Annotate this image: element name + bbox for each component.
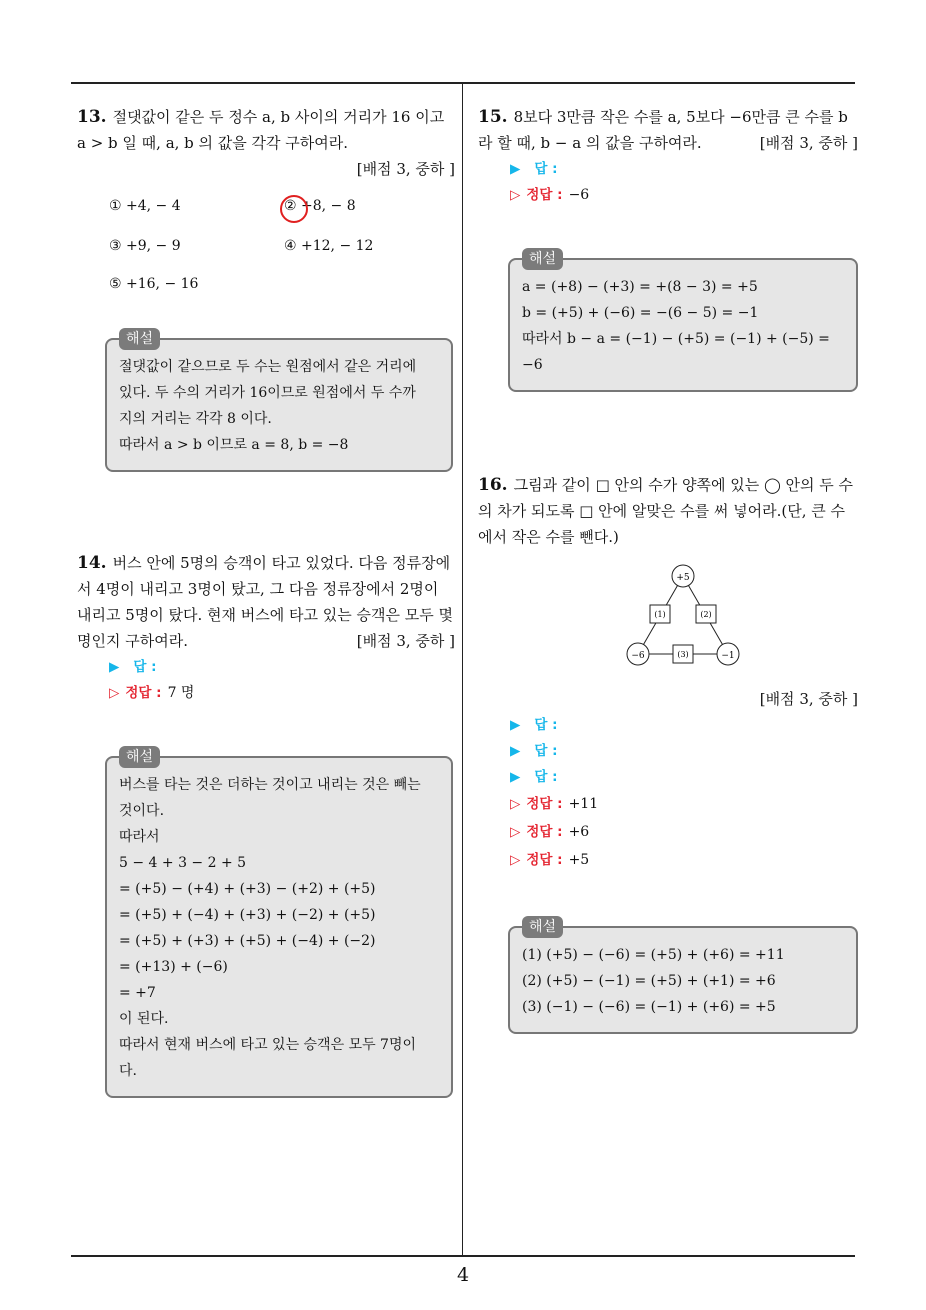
solution-line: = +7	[119, 985, 156, 1001]
solution-line: (2) (+5) − (−1) = (+5) + (+1) = +6	[522, 973, 776, 989]
question-16-meta: [배점 3, 중하 ]	[759, 690, 858, 708]
answer-blank[interactable]: ▶ 답 :	[109, 659, 157, 675]
question-14-solution	[105, 749, 453, 1098]
question-14-body: 버스 안에 5명의 승객이 타고 있었다. 다음 정류장에서 4명이 내리고 3명이 탔고, 그 다음 정류장에서 2명이 내리고 5명이 탔다. 현재 버스에 타고 있는 승객은 모두 몇 명인지 구하여라.	[77, 554, 454, 650]
solution-tag: 해설	[522, 916, 563, 938]
question-15	[478, 104, 858, 392]
question-16	[478, 472, 858, 1034]
question-13-text	[77, 104, 455, 156]
solution-line: = (+5) + (−4) + (+3) + (−2) + (+5)	[119, 907, 376, 923]
solution-line: b = (+5) + (−6) = −(6 − 5) = −1	[522, 305, 759, 321]
right-column	[478, 104, 858, 1034]
solution-line: 다.	[119, 1063, 137, 1079]
question-14-meta: [배점 3, 중하 ]	[356, 632, 455, 650]
correct-answer: ▷ 정답 : 7 명	[109, 685, 195, 701]
page-number: 4	[456, 1264, 470, 1286]
answer-blank[interactable]: ▶ 답 :	[510, 743, 558, 759]
box-2-label: (2)	[700, 610, 712, 619]
answer-blank[interactable]: ▶ 답 :	[510, 769, 558, 785]
box-3-label: (3)	[677, 650, 689, 659]
question-16-body: 그림과 같이 □ 안의 수가 양쪽에 있는 ◯ 안의 두 수의 차가 되도록 □ 안에 알맞은 수를 써 넣어라.(단, 큰 수에서 작은 수를 뺀다.)	[478, 476, 854, 546]
solution-line: 따라서	[119, 829, 160, 845]
choice-4[interactable]: ④ +12, − 12	[284, 238, 374, 254]
solution-line: = (+13) + (−6)	[119, 959, 228, 975]
solution-line: 지의 거리는 각각 8 이다.	[119, 411, 272, 427]
solution-tag: 해설	[119, 328, 160, 350]
choice-2[interactable]: ② +8, − 8	[284, 198, 356, 214]
correct-answer: ▷ 정답 : +11	[510, 796, 599, 812]
choice-5[interactable]: ⑤ +16, − 16	[109, 276, 199, 292]
question-15-number: 15.	[478, 107, 508, 127]
question-14	[77, 550, 455, 1098]
solution-line: 절댓값이 같으므로 두 수는 원점에서 같은 거리에	[119, 359, 417, 375]
bottom-rule	[71, 1255, 855, 1257]
question-16-solution	[508, 919, 858, 1034]
question-16-number: 16.	[478, 475, 508, 495]
solution-line: a = (+8) − (+3) = +(8 − 3) = +5	[522, 279, 758, 295]
question-13-body: 절댓값이 같은 두 정수 a, b 사이의 거리가 16 이고 a > b 일 때, a, b 의 값을 각각 구하여라.	[77, 108, 445, 152]
solution-tag: 해설	[522, 248, 563, 270]
question-13	[77, 104, 455, 472]
choice-1[interactable]: ① +4, − 4	[109, 198, 181, 214]
circle-right-value: −1	[721, 651, 735, 661]
circle-top-value: +5	[676, 573, 690, 583]
question-13-choices	[77, 194, 455, 314]
box-1-label: (1)	[654, 610, 666, 619]
solution-line: 따라서 a > b 이므로 a = 8, b = −8	[119, 437, 349, 453]
question-14-number: 14.	[77, 553, 107, 573]
circle-left-value: −6	[631, 651, 645, 661]
solution-line: 따라서 b − a = (−1) − (+5) = (−1) + (−5) = −6	[522, 331, 830, 373]
solution-line: 버스를 타는 것은 더하는 것이고 내리는 것은 빼는	[119, 777, 421, 793]
answer-blank[interactable]: ▶ 답 :	[510, 161, 558, 177]
triangle-diagram	[478, 562, 858, 672]
top-rule	[71, 82, 855, 84]
solution-line: = (+5) + (+3) + (+5) + (−4) + (−2)	[119, 933, 376, 949]
correct-answer: ▷ 정답 : −6	[510, 187, 590, 203]
correct-answer: ▷ 정답 : +6	[510, 824, 590, 840]
question-13-solution	[105, 331, 453, 472]
solution-line: = (+5) − (+4) + (+3) − (+2) + (+5)	[119, 881, 376, 897]
selected-choice-mark	[280, 195, 308, 223]
solution-line: 이 된다.	[119, 1011, 169, 1027]
solution-line: 5 − 4 + 3 − 2 + 5	[119, 855, 247, 871]
question-15-body: 8보다 3만큼 작은 수를 a, 5보다 −6만큼 큰 수를 b 라 할 때, b − a 의 값을 구하여라.	[478, 108, 848, 152]
question-13-meta: [배점 3, 중하 ]	[356, 160, 455, 178]
question-15-meta: [배점 3, 중하 ]	[759, 134, 858, 152]
column-divider	[462, 84, 463, 1256]
solution-line: (1) (+5) − (−6) = (+5) + (+6) = +11	[522, 947, 785, 963]
question-13-number: 13.	[77, 107, 107, 127]
choice-3[interactable]: ③ +9, − 9	[109, 238, 181, 254]
answer-blank[interactable]: ▶ 답 :	[510, 717, 558, 733]
solution-line: (3) (−1) − (−6) = (−1) + (+6) = +5	[522, 999, 776, 1015]
solution-line: 따라서 현재 버스에 타고 있는 승객은 모두 7명이	[119, 1037, 417, 1053]
solution-line: 것이다.	[119, 803, 165, 819]
solution-tag: 해설	[119, 746, 160, 768]
question-16-text	[478, 472, 858, 550]
correct-answer: ▷ 정답 : +5	[510, 852, 590, 868]
solution-line: 있다. 두 수의 거리가 16이므로 원점에서 두 수까	[119, 385, 416, 401]
question-15-solution	[508, 251, 858, 392]
left-column	[77, 104, 455, 1098]
